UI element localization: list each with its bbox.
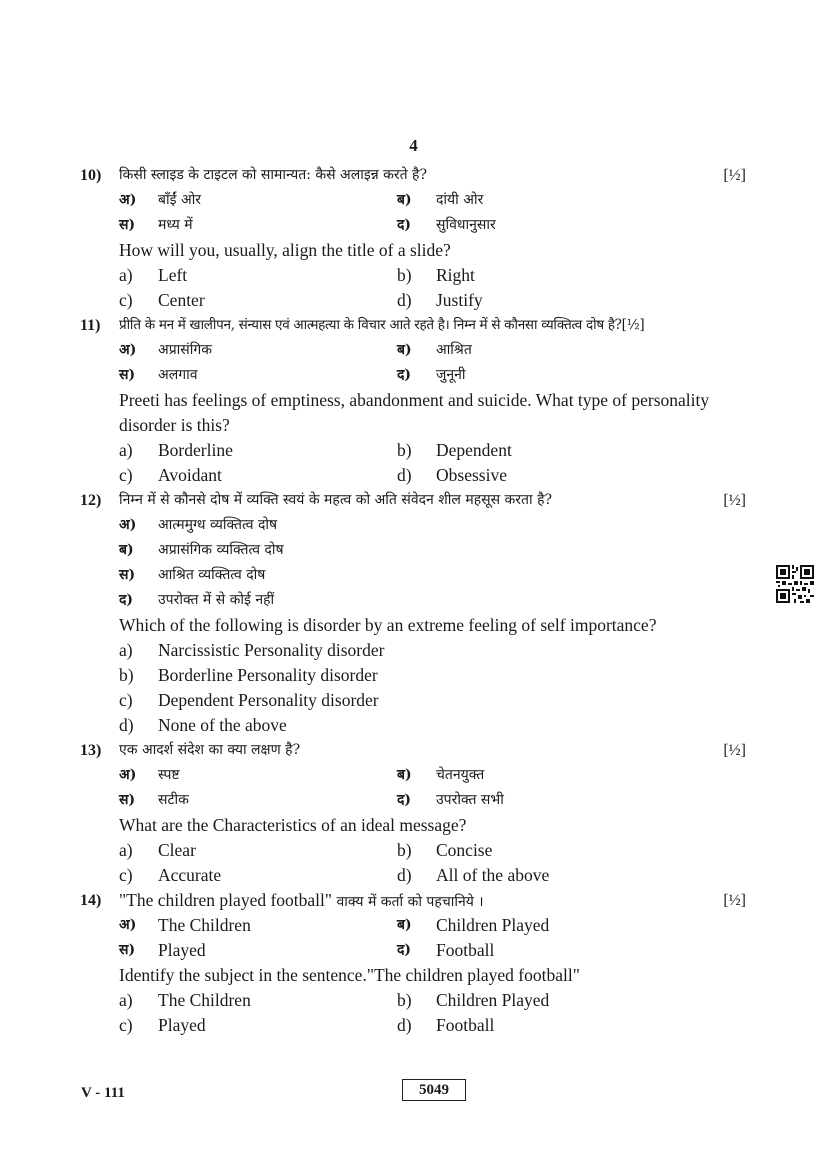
english-question-text-continued: disorder is this? — [119, 415, 230, 435]
question-number: 14) — [80, 892, 102, 909]
question-number: 13) — [80, 742, 102, 759]
question-10: 10) किसी स्लाइड के टाइटल को सामान्यत: कैसे अलाइन्न करते है? [½] अ) बाँईं ओर ब) दांयी ओर स) मध्य में द) सुविधानुसार How will you, usually, align the title of a slide? a) Left b) Right c) Center d) Justify — [80, 163, 750, 313]
quoted-sentence: "The children played football" — [119, 890, 333, 910]
question-11: 11) प्रीति के मन में खालीपन, संन्यास एवं आत्महत्या के विचार आते रहते है। निम्न में से कौनसा व्यक्तित्व दोष है?[½] अ) अप्रासंगिक ब) आश्रित स) अलगाव द) जुनूनी Preeti has feelings of emptiness, abandonment and suicide. What type of personality disorder is this? a) Borderline b) Dependent c) Avoidant d) Obsessive — [80, 313, 750, 488]
question-13: 13) एक आदर्श संदेश का क्या लक्षण है? [½] अ) स्पष्ट ब) चेतनयुक्त स) सटीक द) उपरोक्त सभी What are the Characteristics of an ideal message? a) Clear b) Concise c) Accurate d) All of the above — [80, 738, 750, 888]
question-12: 12) निम्न में से कौनसे दोष में व्यक्ति स्वयं के महत्व को अति संवेदन शील महसूस करता है? [½] अ) आत्ममुग्ध व्यक्तित्व दोष ब) अप्रासंगिक व्यक्तित्व दोष स) आश्रित व्यक्तित्व दोष द) उपरोक्त में से कोई नहीं Which of the following is disorder by an extreme feeling of self importance? a) Narcissistic Personality disorder b) Borderline Personality disorder c) Dependent Personality disorder d) None of the above — [80, 488, 750, 738]
hindi-question-text — [119, 888, 484, 915]
page-box-number: 5049 — [402, 1079, 466, 1101]
marks: [½] — [723, 492, 746, 509]
hindi-question-text: निम्न में से कौनसे दोष में व्यक्ति स्वयं के महत्व को अति संवेदन शील महसूस करता है? — [119, 492, 553, 508]
english-question-text: What are the Characteristics of an ideal message? — [119, 815, 467, 835]
question-number: 12) — [80, 492, 102, 509]
english-question-text: Identify the subject in the sentence."The children played football" — [119, 965, 580, 985]
hindi-question-part: वाक्य में कर्ता को पहचानिये । — [336, 894, 484, 910]
english-question-text: Preeti has feelings of emptiness, abandonment and suicide. What type of personality — [119, 390, 710, 410]
qr-code-icon — [776, 565, 814, 603]
page-number: 4 — [409, 136, 418, 155]
question-number: 10) — [80, 167, 102, 184]
english-question-text: How will you, usually, align the title of a slide? — [119, 240, 451, 260]
paper-code: V - 111 — [81, 1085, 125, 1101]
question-list — [80, 163, 750, 1038]
english-question-text: Which of the following is disorder by an extreme feeling of self importance? — [119, 615, 657, 635]
marks: [½] — [723, 167, 746, 184]
hindi-question-text: प्रीति के मन में खालीपन, संन्यास एवं आत्महत्या के विचार आते रहते है। निम्न में से कौनसा व्यक्तित्व दोष है?[½] — [119, 317, 645, 333]
marks: [½] — [723, 892, 746, 909]
question-14: 14) "The children played football" वाक्य में कर्ता को पहचानिये । [½] अ) The Children ब) Children Played स) Played द) Football Identify the subject in the sentence."The children played football" a) The Children b) Children Played c) Played d) Football — [80, 888, 750, 1038]
hindi-question-text: एक आदर्श संदेश का क्या लक्षण है? — [119, 742, 301, 758]
marks: [½] — [723, 742, 746, 759]
hindi-question-text: किसी स्लाइड के टाइटल को सामान्यत: कैसे अलाइन्न करते है? — [119, 167, 427, 183]
question-number: 11) — [80, 317, 101, 334]
